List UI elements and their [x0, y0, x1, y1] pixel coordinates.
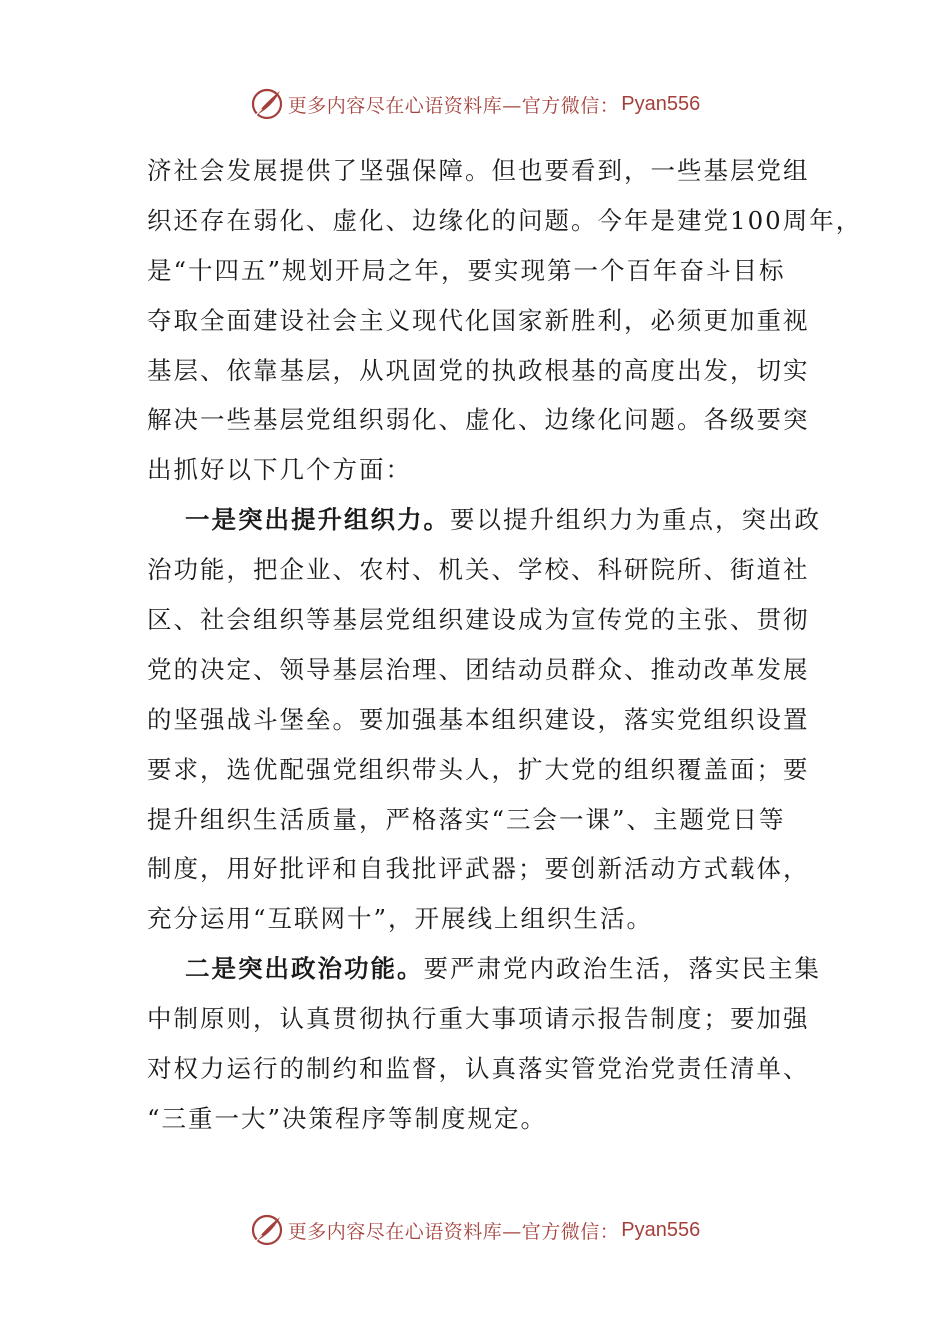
body-line-16: 充分运用“互联网十”，开展线上组织生活。: [147, 904, 654, 934]
document-body: [147, 146, 863, 1144]
body-line-10: 区、社会组织等基层党组织建设成为宣传党的主张、贯彻: [147, 605, 810, 635]
header-banner-text: 更多内容尽在心语资料库—官方微信：: [287, 94, 620, 117]
footer-wechat-id: Pyan556: [621, 1218, 701, 1241]
section-one-heading: 一是突出提升组织力。: [185, 505, 450, 535]
footer-banner: [0, 1210, 950, 1250]
body-line-6: 解决一些基层党组织弱化、虚化、边缘化问题。各级要突: [147, 405, 810, 435]
body-line-18: 中制原则，认真贯彻执行重大事项请示报告制度；要加强: [147, 1004, 810, 1034]
body-line-19: 对权力运行的制约和监督，认真落实管党治党责任清单、: [147, 1054, 810, 1084]
body-line-7: 出抓好以下几个方面：: [147, 455, 412, 485]
body-line-1: 济社会发展提供了坚强保障。但也要看到，一些基层党组: [147, 156, 810, 185]
footer-banner-text: 更多内容尽在心语资料库—官方微信：: [287, 1220, 620, 1243]
body-line-11: 党的决定、领导基层治理、团结动员群众、推动改革发展: [147, 654, 810, 684]
header-banner: [0, 84, 950, 124]
section-one-first-line: [147, 495, 821, 545]
body-line-15: 制度，用好批评和自我批评武器；要创新活动方式载体，: [147, 854, 810, 884]
body-line-4: 夺取全面建设社会主义现代化国家新胜利，必须更加重视: [147, 305, 810, 335]
quill-pen-logo-icon: [250, 1213, 284, 1247]
section-two-lead-text: 要严肃党内政治生活，落实民主集: [423, 954, 821, 984]
body-line-2: 织还存在弱化、虚化、边缘化的问题。今年是建党100周年，: [147, 205, 863, 235]
body-line-9: 治功能，把企业、农村、机关、学校、科研院所、街道社: [147, 555, 810, 585]
body-line-20: “三重一大”决策程序等制度规定。: [147, 1103, 548, 1133]
body-line-5: 基层、依靠基层，从巩固党的执政根基的高度出发，切实: [147, 355, 810, 385]
quill-pen-logo-icon: [250, 87, 284, 121]
body-line-13: 要求，选优配强党组织带头人，扩大党的组织覆盖面；要: [147, 754, 810, 784]
body-line-14: 提升组织生活质量，严格落实“三会一课”、主题党日等: [147, 804, 786, 834]
header-wechat-id: Pyan556: [621, 92, 701, 115]
section-two-heading: 二是突出政治功能。: [185, 954, 424, 984]
section-two-first-line: [147, 944, 821, 994]
section-one-lead-text: 要以提升组织力为重点，突出政: [450, 505, 821, 535]
body-line-12: 的坚强战斗堡垒。要加强基本组织建设，落实党组织设置: [147, 704, 810, 734]
body-line-3: 是“十四五”规划开局之年，要实现第一个百年奋斗目标: [147, 255, 786, 285]
